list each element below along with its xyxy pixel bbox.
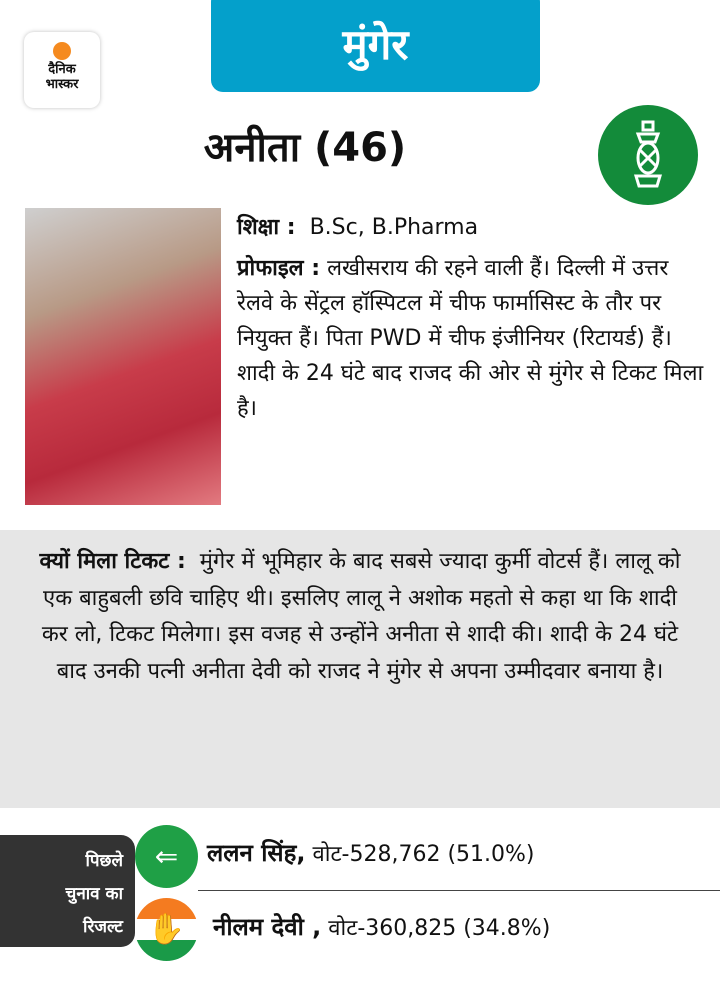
candidate-name: अनीता (46) (203, 125, 407, 171)
label-line: रिजल्ट (83, 917, 123, 937)
why-ticket-text: मुंगेर में भूमिहार के बाद सबसे ज्यादा कुर्मी वोटर्स हैं। लालू को एक बाहुबली छवि चाहिए थी। इसलिए लालू ने अशोक महतो से कहा था कि शादी कर लो, टिकट मिलेगा। इस वजह से उन्होंने अनीता से शादी की। शादी के 24 घंटे बाद उनकी पत्नी अनीता देवी को राजद ने मुंगेर से अपना उम्मीदवार बनाया है। (41, 549, 681, 684)
education-value: B.Sc, B.Pharma (309, 215, 479, 240)
label-line: चुनाव का (65, 884, 123, 904)
previous-result-label (0, 835, 135, 947)
dainik-bhaskar-logo (24, 32, 100, 108)
result-row (207, 836, 535, 869)
why-ticket-section (0, 530, 720, 808)
logo-text: दैनिक (48, 62, 76, 77)
education (237, 210, 707, 245)
result-votes: वोट-360,825 (34.8%) (328, 916, 551, 941)
result-name: नीलम देवी , (213, 913, 322, 941)
lantern-icon (598, 105, 698, 205)
profile-label: प्रोफाइल : (237, 256, 321, 281)
divider (198, 890, 720, 891)
profile (237, 251, 707, 426)
result-name: ललन सिंह, (207, 839, 306, 867)
hand-icon: ✋ (135, 898, 198, 961)
result-row (213, 910, 550, 943)
profile-text: लखीसराय की रहने वाली हैं। दिल्ली में उत्तर रेलवे के सेंट्रल हॉस्पिटल में चीफ फार्मासिस्ट के तौर पर नियुक्त हैं। पिता PWD में चीफ इंजीनियर (रिटायर्ड) हैं। शादी के 24 घंटे बाद राजद की ओर से मुंगेर से टिकट मिला है। (237, 256, 704, 421)
arrow-icon: ⇐ (135, 825, 198, 888)
logo-text: भास्कर (45, 77, 79, 92)
label-line: पिछले (85, 851, 123, 871)
why-ticket-label: क्यों मिला टिकट : (39, 549, 186, 574)
candidate-photo (25, 208, 221, 505)
constituency-banner: मुंगेर (211, 0, 540, 92)
education-label: शिक्षा : (237, 215, 296, 240)
result-votes: वोट-528,762 (51.0%) (312, 842, 535, 867)
